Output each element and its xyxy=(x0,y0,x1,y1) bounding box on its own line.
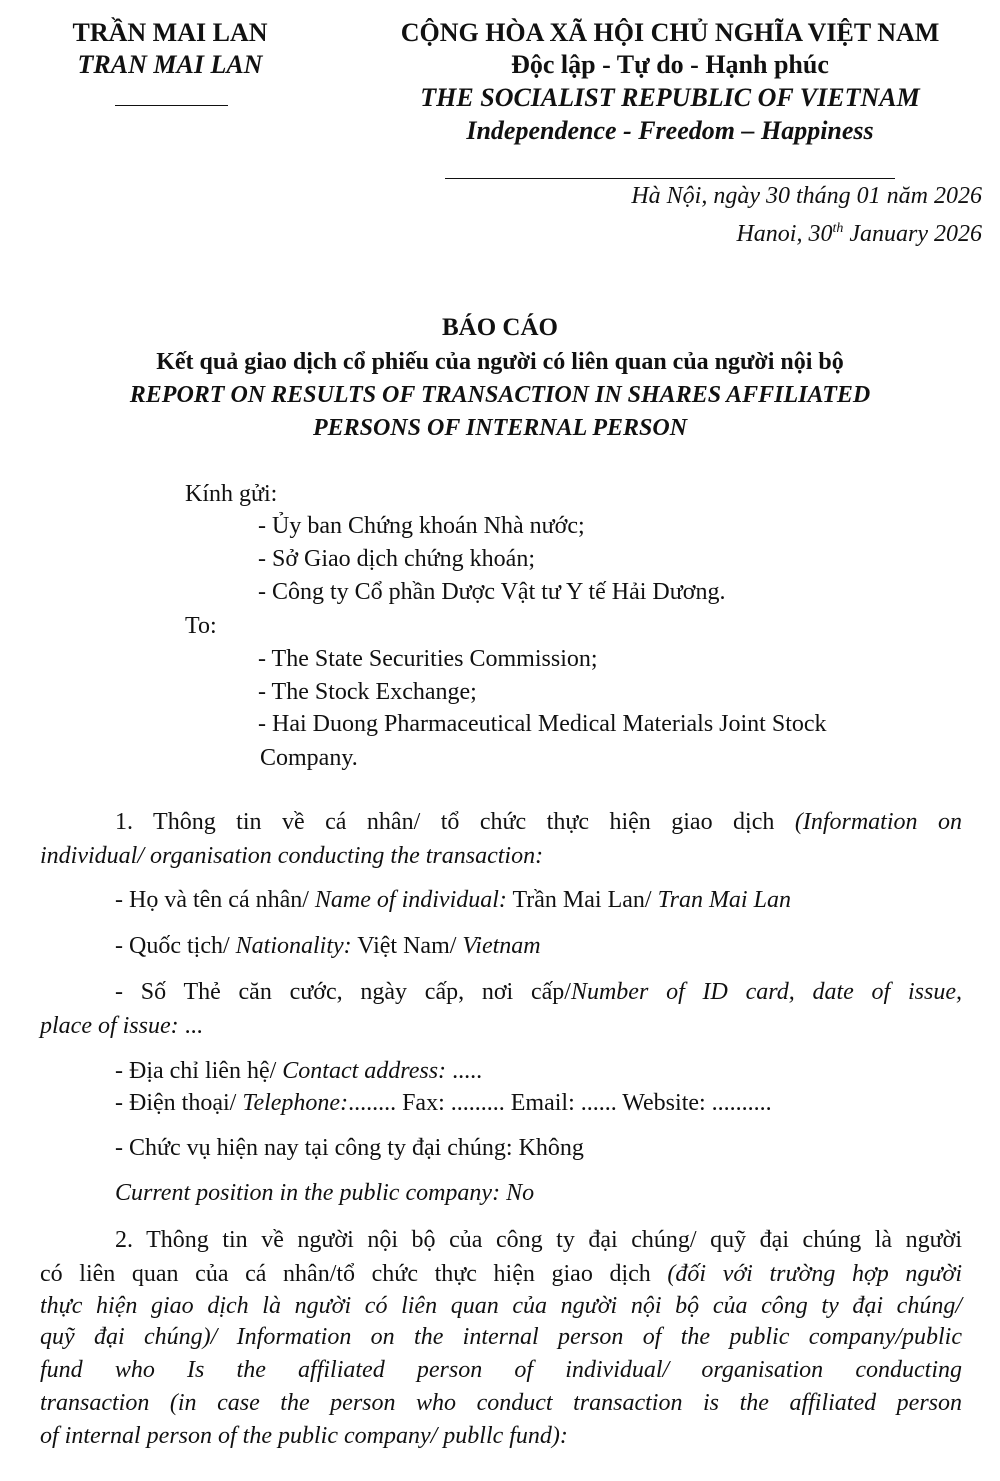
author-name-vi: TRẦN MAI LAN xyxy=(72,18,268,47)
recipients-label-vi: Kính gửi: xyxy=(185,481,278,507)
section1-heading-en: (Information on xyxy=(794,809,962,835)
section2-text: có liên quan của cá nhân/tổ chức thực hiện giao dịch xyxy=(40,1261,668,1287)
value: ........ Fax: ......... Email: ...... Website: .......... xyxy=(348,1090,772,1116)
motto-vi: Độc lập - Tự do - Hạnh phúc xyxy=(511,50,829,79)
recipient-en: - The Stock Exchange; xyxy=(258,679,477,705)
label-en: place of issue: xyxy=(40,1013,179,1039)
value-en: Tran Mai Lan xyxy=(657,887,791,913)
label-en: Nationality: xyxy=(235,933,352,959)
label-en: Contact address: xyxy=(282,1058,447,1084)
value: ... xyxy=(178,1013,203,1039)
section2-line xyxy=(40,1259,962,1289)
author-name-en: TRAN MAI LAN xyxy=(77,50,263,79)
header-left-divider xyxy=(115,105,228,106)
report-title: BÁO CÁO xyxy=(442,314,558,341)
section2-line: 2. Thông tin về người nội bộ của công ty đại chúng/ quỹ đại chúng là người xyxy=(115,1227,962,1253)
value-en: Vietnam xyxy=(462,933,541,959)
field-id-card xyxy=(115,977,962,1007)
label: - Địa chỉ liên hệ/ xyxy=(115,1058,283,1084)
label-en: Name of individual: xyxy=(314,887,507,913)
section2-text-italic: (đối với trường hợp người xyxy=(667,1261,962,1287)
country-name-en: THE SOCIALIST REPUBLIC OF VIETNAM xyxy=(420,83,920,112)
section2-line: thực hiện giao dịch là người có liên quan của người nội bộ của công ty đại chúng/ xyxy=(40,1293,962,1319)
label: - Điện thoại/ xyxy=(115,1090,243,1116)
header-right-divider xyxy=(445,178,895,179)
section1-heading-en-2: individual/ organisation conducting the transaction: xyxy=(40,843,544,869)
recipient-en: Company. xyxy=(260,745,358,771)
value: ..... xyxy=(446,1058,483,1084)
section2-line: of internal person of the public company/ publlc fund): xyxy=(40,1423,568,1449)
date-en-suffix: January 2026 xyxy=(843,221,982,247)
value: Không xyxy=(518,1135,584,1161)
recipient-vi: - Công ty Cổ phần Dược Vật tư Y tế Hải Dương. xyxy=(258,579,726,605)
report-subtitle-en-2: PERSONS OF INTERNAL PERSON xyxy=(312,415,688,441)
field-position xyxy=(115,1133,584,1163)
section2-line: transaction (in case the person who conduct transaction is the affiliated person xyxy=(40,1390,962,1416)
field-telephone xyxy=(115,1088,772,1118)
date-en-sup: th xyxy=(832,221,844,236)
report-subtitle-vi: Kết quả giao dịch cổ phiếu của người có liên quan của người nội bộ xyxy=(156,349,844,375)
date-vi: Hà Nội, ngày 30 tháng 01 năm 2026 xyxy=(631,183,982,209)
field-position-en: Current position in the public company: No xyxy=(115,1180,535,1206)
value: Việt Nam/ xyxy=(351,933,463,959)
date-en-prefix: Hanoi, 30 xyxy=(736,221,833,247)
recipient-en: - Hai Duong Pharmaceutical Medical Materials Joint Stock xyxy=(258,711,827,737)
section2-line: quỹ đại chúng)/ Information on the internal person of the public company/public xyxy=(40,1324,962,1350)
label-en: Telephone: xyxy=(242,1090,349,1116)
section1-heading xyxy=(115,807,962,837)
value: Trần Mai Lan/ xyxy=(506,887,658,913)
label: - Số Thẻ căn cước, ngày cấp, nơi cấp/ xyxy=(115,979,571,1005)
section2-line: fund who Is the affiliated person of individual/ organisation conducting xyxy=(40,1357,962,1383)
report-subtitle-en-1: REPORT ON RESULTS OF TRANSACTION IN SHARES AFFILIATED xyxy=(129,382,871,408)
recipient-en: - The State Securities Commission; xyxy=(258,646,598,672)
date-en xyxy=(736,214,982,249)
field-name xyxy=(115,885,791,915)
country-name-vi: CỘNG HÒA XÃ HỘI CHỦ NGHĨA VIỆT NAM xyxy=(400,18,940,47)
recipient-vi: - Ủy ban Chứng khoán Nhà nước; xyxy=(258,513,585,539)
label: - Quốc tịch/ xyxy=(115,933,236,959)
field-address xyxy=(115,1056,482,1086)
label: - Họ và tên cá nhân/ xyxy=(115,887,315,913)
field-nationality xyxy=(115,931,541,961)
label: - Chức vụ hiện nay tại công ty đại chúng: xyxy=(115,1135,519,1161)
label-en: Number of ID card, date of issue, xyxy=(570,979,962,1005)
field-id-card-cont xyxy=(40,1011,203,1041)
recipients-label-en: To: xyxy=(185,613,217,639)
motto-en: Independence - Freedom – Happiness xyxy=(466,116,874,145)
section1-heading-vi: 1. Thông tin về cá nhân/ tổ chức thực hiện giao dịch xyxy=(115,809,795,835)
recipient-vi: - Sở Giao dịch chứng khoán; xyxy=(258,546,535,572)
